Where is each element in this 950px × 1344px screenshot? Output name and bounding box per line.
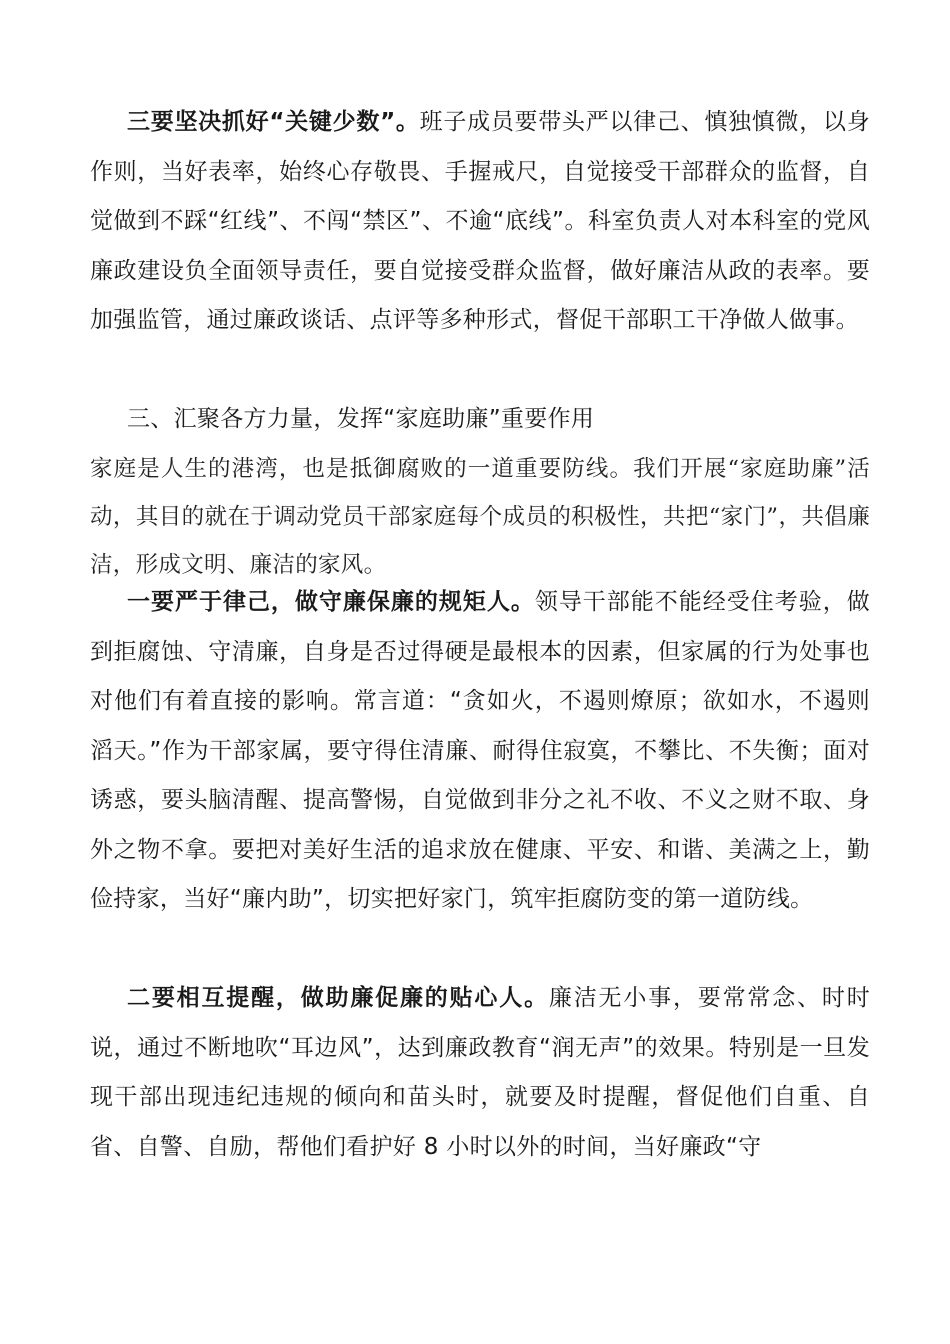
paragraph-body: 班子成员要带头严以律己、慎独慎微，以身作则，当好表率，始终心存敬畏、手握戒尺，自觉接受干部群众的监督，自觉做到不踩“红线”、不闯“禁区”、不逾“底线”。科室负责人对本科室的党风廉政建设负全面领导责任，要自觉接受群众监督，做好廉洁从政的表率。要加强监管，通过廉政谈话、点评等多种形式，督促干部职工干净做人做事。: [90, 109, 870, 333]
paragraph-mutual-reminder: [90, 974, 870, 1172]
paragraph-lead: 三要坚决抓好“关键少数”。: [127, 109, 420, 135]
section-heading: 三、汇聚各方力量，发挥“家庭助廉”重要作用: [127, 406, 595, 432]
paragraph-family-defense: 家庭是人生的港湾，也是抵御腐败的一道重要防线。我们开展“家庭助廉”活动，其目的就在于调动党员干部家庭每个成员的积极性，共把“家门”，共倡廉洁，形成文明、廉洁的家风。: [90, 456, 870, 578]
paragraph-lead: 二要相互提醒，做助廉促廉的贴心人。: [127, 985, 549, 1011]
paragraph-lead: 一要严于律己，做守廉保廉的规矩人。: [127, 589, 535, 615]
paragraph-body: 廉洁无小事，要常常念、时时说，通过不断地吹“耳边风”，达到廉政教育“润无声”的效果。特别是一旦发现干部出现违纪违规的倾向和苗头时，就要及时提醒，督促他们自重、自省、自警、自励，帮他们看护好 8 小时以外的时间，当好廉政“守: [90, 985, 870, 1160]
paragraph-self-discipline: [90, 578, 870, 925]
paragraph-body: 领导干部能不能经受住考验，做到拒腐蚀、守清廉，自身是否过得硬是最根本的因素，但家属的行为处事也对他们有着直接的影响。常言道：“贪如火，不遏则燎原；欲如水，不遏则滔天。”作为干部家属，要守得住清廉、耐得住寂寞，不攀比、不失衡；面对诱惑，要头脑清醒、提高警惕，自觉做到非分之礼不收、不义之财不取、身外之物不拿。要把对美好生活的追求放在健康、平安、和谐、美满之上，勤俭持家，当好“廉内助”，切实把好家门，筑牢拒腐防变的第一道防线。: [90, 589, 870, 912]
paragraph-key-minority: [90, 98, 870, 346]
